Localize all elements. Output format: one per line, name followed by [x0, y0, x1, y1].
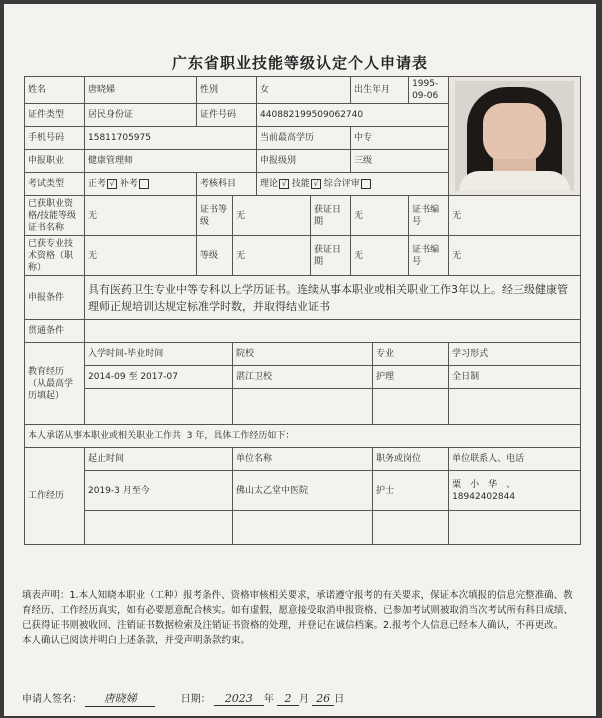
work-commitment: [25, 425, 581, 448]
declaration: [22, 588, 582, 648]
signature-handwritten: 唐晓娣: [85, 690, 155, 707]
theory-checkbox[interactable]: √: [279, 179, 289, 189]
id-number-label: 证件号码: [197, 104, 257, 127]
phone-value: 15811705975: [85, 127, 257, 150]
gender-label: 性别: [197, 77, 257, 104]
personal-info-table: [24, 76, 581, 545]
signature-line: [22, 690, 344, 707]
education-level-value: 中专: [351, 127, 449, 150]
subject-options: [257, 173, 449, 196]
edu-time-header: 入学时间-毕业时间: [85, 343, 233, 366]
makeup-exam-checkbox[interactable]: [139, 179, 149, 189]
work-contact-phone: 18942402844: [452, 491, 516, 502]
id-type-value: 居民身份证: [85, 104, 197, 127]
date-label: 日期：: [180, 694, 211, 705]
regular-exam-label: 正考: [88, 179, 107, 189]
commitment-text-2: 年，具体工作经历如下：: [195, 431, 295, 441]
exam-type-options: [85, 173, 197, 196]
occupation-label: 申报职业: [25, 150, 85, 173]
gender-value: 女: [257, 77, 351, 104]
month-unit: 月: [299, 694, 309, 705]
work-history-label: 工作经历: [25, 448, 85, 545]
conditions-label: 申报条件: [25, 276, 85, 320]
skill-label: 技能: [291, 179, 310, 189]
qualification-label: 已获职业资格/技能等级证书名称: [25, 196, 85, 236]
work-post-header: 职务或岗位: [373, 448, 449, 471]
cert-number-label: 证书编号: [409, 196, 449, 236]
edu-major-value: 护理: [373, 366, 449, 389]
title-number-value: 无: [449, 236, 581, 276]
name-label: 姓名: [25, 77, 85, 104]
sign-month: 2: [277, 692, 299, 706]
cert-level-label: 证书等级: [197, 196, 233, 236]
signature-label: 申请人签名：: [22, 694, 82, 705]
title-level-value: 无: [233, 236, 311, 276]
sign-day: 26: [312, 692, 334, 706]
name-value: 唐晓娣: [85, 77, 197, 104]
education-level-label: 当前最高学历: [257, 127, 351, 150]
cert-level-value: 无: [233, 196, 311, 236]
id-type-label: 证件类型: [25, 104, 85, 127]
qualification-value: 无: [85, 196, 197, 236]
work-contact-value: [449, 471, 581, 511]
title-level-label: 等级: [197, 236, 233, 276]
declaration-text: 填表声明：1.本人知晓本职业（工种）报考条件、资格审核相关要求，承诺遵守报考的有关要求，保证本次填报的信息完整准确、教育经历、工作经历真实，如有必要愿意配合核实。如有虚假，愿意接受取消申报资格、已参加考试则被取消当次考试所有科目成绩、已获得证书则被收回、注销证书数据检索及注销证书资格的处理，并登记在诚信档案。2.报考个人信息已经本人确认，不再更改。: [22, 590, 574, 631]
commitment-text: 本人承诺从事本职业或相关职业工作共: [28, 431, 182, 441]
conditions-text: 具有医药卫生专业中等专科以上学历证书。连续从事本职业或相关职业工作3年以上。经三级健康管理师正规培训达规定标准学时数，并取得结业证书: [85, 276, 581, 320]
day-unit: 日: [334, 694, 345, 705]
work-unit-header: 单位名称: [233, 448, 373, 471]
cert-number-value: 无: [449, 196, 581, 236]
title-date-label: 获证日期: [311, 236, 351, 276]
exam-type-label: 考试类型: [25, 173, 85, 196]
sign-year: 2023: [214, 692, 264, 706]
overall-review-checkbox[interactable]: [361, 179, 371, 189]
title-qualification-value: 无: [85, 236, 197, 276]
work-post-value: 护士: [373, 471, 449, 511]
apply-level-label: 申报级别: [257, 150, 351, 173]
education-history-label: 教育经历（从最高学历填起）: [25, 343, 85, 425]
phone-label: 手机号码: [25, 127, 85, 150]
penetration-label: 贯通条件: [25, 320, 85, 343]
birth-value: 1995-09-06: [409, 77, 449, 104]
work-contact-name: 粟 小 华 、: [452, 479, 516, 490]
regular-exam-checkbox[interactable]: √: [107, 179, 117, 189]
id-number-value: 440882199509062740: [257, 104, 449, 127]
work-unit-value: 佛山太乙堂中医院: [233, 471, 373, 511]
birth-label: 出生年月: [351, 77, 409, 104]
occupation-value: 健康管理师: [85, 150, 257, 173]
title-date-value: 无: [351, 236, 409, 276]
edu-form-value: 全日制: [449, 366, 581, 389]
work-time-value: 2019-3 月至今: [85, 471, 233, 511]
overall-review-label: 综合评审: [323, 179, 360, 189]
cert-date-label: 获证日期: [311, 196, 351, 236]
edu-form-header: 学习形式: [449, 343, 581, 366]
makeup-exam-label: 补考: [119, 179, 138, 189]
work-years: 3: [186, 431, 193, 441]
edu-school-header: 院校: [233, 343, 373, 366]
declaration-confirm: 本人确认已阅读并明白上述条款，并受声明条款约束。: [22, 635, 251, 646]
form-table-area: [24, 76, 580, 545]
cert-date-value: 无: [351, 196, 409, 236]
title-number-label: 证书编号: [409, 236, 449, 276]
subject-label: 考核科目: [197, 173, 257, 196]
edu-major-header: 专业: [373, 343, 449, 366]
skill-checkbox[interactable]: √: [311, 179, 321, 189]
application-form-paper: [4, 4, 596, 716]
theory-label: 理论: [260, 179, 279, 189]
title-qualification-label: 已获专业技术资格（职称）: [25, 236, 85, 276]
apply-level-value: 三级: [351, 150, 449, 173]
edu-school-value: 湛江卫校: [233, 366, 373, 389]
applicant-photo: [449, 77, 581, 196]
work-contact-header: 单位联系人、电话: [449, 448, 581, 471]
penetration-value: [85, 320, 581, 343]
year-unit: 年: [263, 694, 274, 705]
edu-time-value: 2014-09 至 2017-07: [85, 366, 233, 389]
work-time-header: 起止时间: [85, 448, 233, 471]
form-title: 广东省职业技能等级认定个人申请表: [171, 54, 428, 72]
